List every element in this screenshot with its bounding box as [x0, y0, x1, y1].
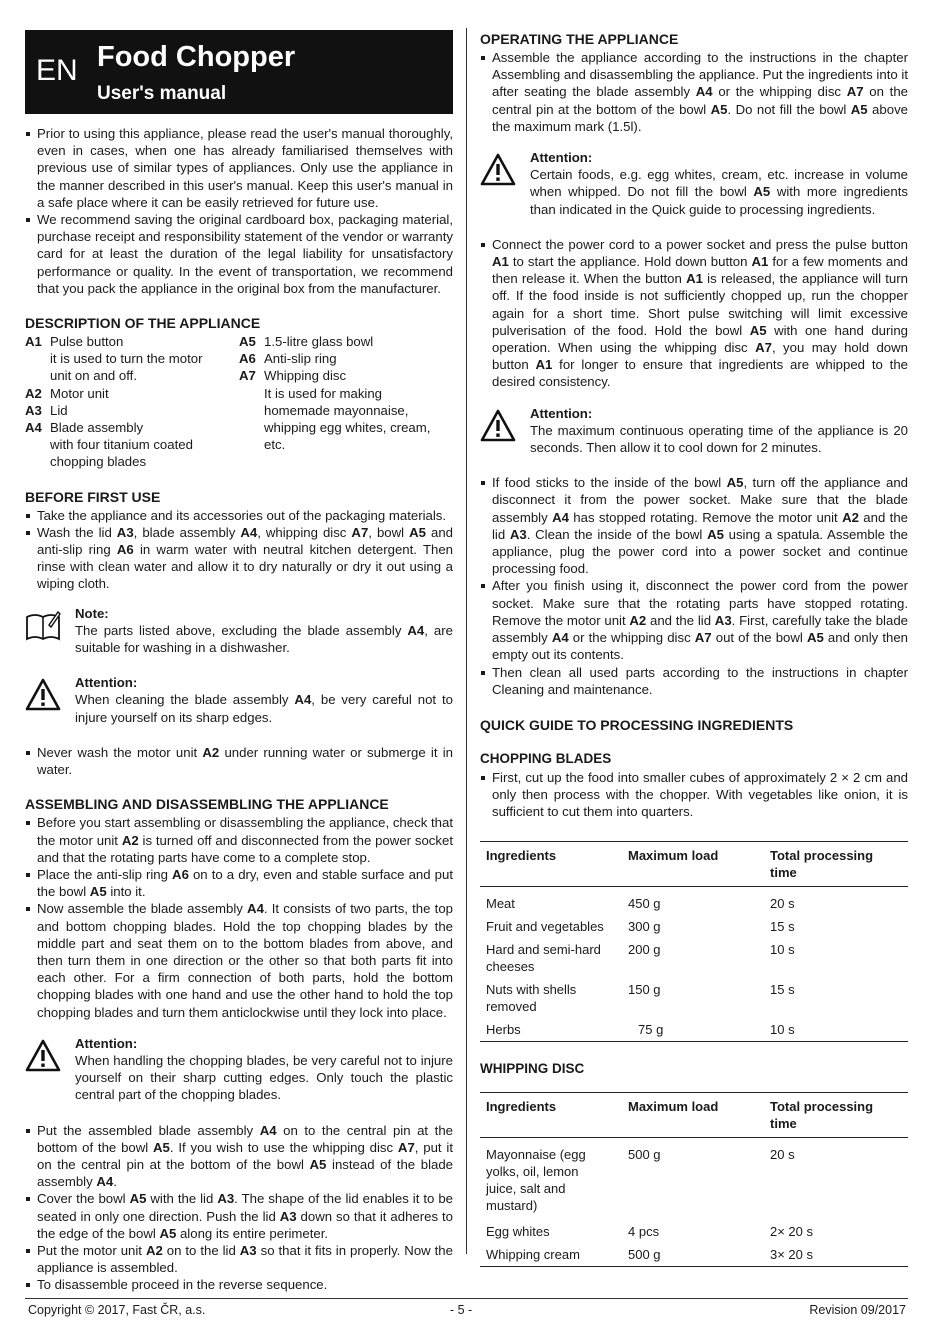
- table-row: Hard and semi-hard cheeses 200 g 10 s: [486, 941, 795, 974]
- attention-box: [480, 405, 908, 457]
- part-a7-desc: It is used for making homemade mayonnaise, whipping egg whites, cream, etc.: [264, 385, 431, 453]
- attention-title: Attention:: [75, 675, 138, 691]
- description-heading: DESCRIPTION OF THE APPLIANCE: [25, 315, 261, 332]
- parts-col-left: [25, 333, 239, 471]
- list-item: Cover the bowl A5 with the lid A3. The shape of the lid enables it to be seated in only one direction. Push the lid A3 down so that it adheres to the edge of the bowl A5 along its entire perimeter.: [25, 1190, 453, 1242]
- list-item: Then clean all used parts according to the instructions in chapter Cleaning and maintenance.: [480, 664, 908, 698]
- intro-item: We recommend saving the original cardboard box, packaging material, purchase receipt and responsibility statement of the vendor or warranty card for at least the duration of the legal liability for unsatisfactory performance or quality. In the event of transportation, we recommend that you pack the appliance in the original box from the manufacturer.: [25, 211, 453, 297]
- col-max-load: Maximum load: [622, 1092, 764, 1137]
- warning-icon: [480, 409, 516, 443]
- part-a4: A4 Blade assembly: [25, 420, 144, 436]
- list-item: Never wash the motor unit A2 under running water or submerge it in water.: [25, 744, 453, 778]
- operating-heading: OPERATING THE APPLIANCE: [480, 31, 679, 47]
- footer-divider: [25, 1298, 908, 1299]
- part-a4-desc: with four titanium coated chopping blades: [50, 437, 193, 470]
- attention-box: [25, 674, 453, 726]
- col-total-time: Total processing time: [764, 841, 908, 886]
- list-item: After you finish using it, disconnect the power cord from the power socket. Make sure that the rotating parts have stopped rotating. Remove the motor unit A2 and the lid A3. First, carefully take the blade assembly A4 or the whipping disc A7 out of the bowl A5 and only then empty out its contents.: [480, 577, 908, 663]
- table-row: Egg whites 4 pcs 2× 20 s: [486, 1223, 814, 1239]
- assembling-heading: ASSEMBLING AND DISASSEMBLING THE APPLIANCE: [25, 796, 389, 813]
- part-a7: A7 Whipping disc: [239, 368, 347, 384]
- quick-guide-heading: QUICK GUIDE TO PROCESSING INGREDIENTS: [480, 716, 794, 733]
- operating-list-2: [480, 236, 908, 391]
- parts-col-right: [239, 333, 453, 471]
- attention-text: The maximum continuous operating time of the appliance is 20 seconds. Then allow it to cool down for 2 minutes.: [530, 422, 908, 456]
- assembling-list: [25, 814, 453, 1020]
- manual-note-icon: [25, 609, 61, 643]
- table-header-row: [480, 841, 908, 886]
- warning-icon: [480, 153, 516, 187]
- attention-title: Attention:: [530, 405, 593, 421]
- part-a6: A6 Anti-slip ring: [239, 351, 337, 367]
- intro-item: Prior to using this appliance, please read the user's manual thoroughly, even in cases, when one has already familiarised themselves with previous use of similar types of appliances. Only use the appliance in the manner described in this user's manual. Keep this user's manual in a safe place where it can be easily retrieved for future use.: [25, 125, 453, 211]
- list-item: If food sticks to the inside of the bowl A5, turn off the appliance and disconnect it from the power socket. Make sure that the blade assembly A4 has stopped rotating. Remove the motor unit A2 and the lid A3. Clean the inside of the bowl A5 using a spatula. Assemble the appliance, plug the power cord into a power socket and continue processing food.: [480, 474, 908, 577]
- part-a2: A2 Motor unit: [25, 385, 109, 401]
- attention-box: [480, 149, 908, 218]
- attention-box: [25, 1035, 453, 1104]
- part-a1: A1 Pulse button: [25, 334, 124, 350]
- list-item: Put the motor unit A2 on to the lid A3 so that it fits in properly. Now the appliance is assembled.: [25, 1242, 453, 1276]
- part-a1-desc: it is used to turn the motor unit on and off.: [50, 351, 203, 384]
- col-total-time: Total processing time: [764, 1092, 908, 1137]
- list-item: Before you start assembling or disassembling the appliance, check that the motor unit A2 is turned off and disconnected from the power socket and that the rotating parts have come to a complete stop.: [25, 814, 453, 866]
- note-box: [25, 605, 453, 657]
- list-item: To disassemble proceed in the reverse sequence.: [25, 1276, 453, 1293]
- table-row: Herbs 75 g 10 s: [480, 1018, 908, 1042]
- page-title: Food Chopper: [97, 41, 296, 73]
- whipping-table: [480, 1092, 908, 1267]
- part-a5: A5 1.5-litre glass bowl: [239, 334, 374, 350]
- warning-icon: [25, 1039, 61, 1073]
- list-item: Place the anti-slip ring A6 on to a dry, even and stable surface and put the bowl A5 into it.: [25, 866, 453, 900]
- operating-list-3: [480, 474, 908, 698]
- note-title: Note:: [75, 605, 109, 621]
- right-column: [480, 30, 908, 1267]
- operating-list: [480, 49, 908, 135]
- footer-page-number: - 5 -: [450, 1303, 473, 1317]
- part-a3: A3 Lid: [25, 402, 68, 418]
- attention-text: When cleaning the blade assembly A4, be very careful not to injure yourself on its sharp edges.: [75, 692, 453, 725]
- warning-icon: [25, 678, 61, 712]
- list-item: Now assemble the blade assembly A4. It consists of two parts, the top and bottom chopping blades. Hold the top chopping blades by the middle part and seat them on to the bottom blades from above, and then turn them in one direction or the other so that both parts fit into each other. For a firm connection of both parts, hold the bottom chopping blades with one hand and use the other hand to hold the top chopping blades and turn them anticlockwise until they lock into place.: [25, 900, 453, 1020]
- col-max-load: Maximum load: [622, 841, 764, 886]
- parts-list: [25, 333, 453, 471]
- attention-title: Attention:: [75, 1035, 138, 1051]
- intro-list: [25, 125, 453, 297]
- col-ingredients: Ingredients: [480, 841, 622, 886]
- language-code: EN: [36, 54, 78, 87]
- list-item: Wash the lid A3, blade assembly A4, whipping disc A7, bowl A5 and anti-slip ring A6 in warm water with neutral kitchen detergent. Then rinse with clean water and allow it to dry naturally or dry it out using a wiping cloth.: [25, 524, 453, 593]
- list-item: Put the assembled blade assembly A4 on to the central pin at the bottom of the bowl A5. If you wish to use the whipping disc A7, put it on the central pin at the bottom of the bowl A5 instead of the blade assembly A4.: [25, 1122, 453, 1191]
- attention-title: Attention:: [530, 150, 593, 166]
- table-row: Meat 450 g 20 s: [486, 895, 795, 911]
- before-first-use-heading: BEFORE FIRST USE: [25, 488, 161, 505]
- footer-revision: Revision 09/2017: [809, 1303, 906, 1317]
- list-item: Connect the power cord to a power socket and press the pulse button A1 to start the appliance. Hold down button A1 for a few moments and then release it. When the button A1 is released, the appliance will turn off. If the food inside is not sufficiently chopped up, run the chopper again for a short time. Short pulse switching will limit excessive pulverisation of the food. Hold the bowl A5 with one hand during operation. When using the whipping disc A7, you may hold down button A1 for longer to ensure that ingredients are whipped to the desired consistency.: [480, 236, 908, 391]
- title-banner: [25, 30, 453, 114]
- chopping-blades-heading: CHOPPING BLADES: [480, 750, 612, 766]
- chopping-table: [480, 841, 908, 1042]
- chopping-list: [480, 769, 908, 821]
- footer-copyright: Copyright © 2017, Fast ČR, a.s.: [28, 1303, 206, 1317]
- attention-text: Certain foods, e.g. egg whites, cream, etc. increase in volume when whipped. Do not fill the bowl A5 with more ingredients than indicated in the Quick guide to processing ingredients.: [530, 167, 908, 217]
- left-column: [25, 30, 453, 1294]
- note-text: The parts listed above, excluding the blade assembly A4, are suitable for washing in a dishwasher.: [75, 622, 453, 656]
- page-subtitle: User's manual: [97, 83, 227, 104]
- list-item: Take the appliance and its accessories out of the packaging materials.: [25, 507, 453, 524]
- motor-warning-list: [25, 744, 453, 778]
- table-header-row: [480, 1092, 908, 1137]
- list-item: Assemble the appliance according to the instructions in the chapter Assembling and disassembling the appliance. Put the ingredients into it after seating the blade assembly A4 or the whipping disc A7 on the central pin at the bottom of the bowl A5. Do not fill the bowl A5 above the maximum mark (1.5l).: [480, 49, 908, 135]
- attention-text: When handling the chopping blades, be very careful not to injure yourself on their sharp cutting edges. Only touch the plastic central part of the chopping blades.: [75, 1052, 453, 1103]
- table-row: Nuts with shells removed 150 g 15 s: [486, 981, 795, 1014]
- table-row: Fruit and vegetables 300 g 15 s: [486, 918, 795, 934]
- column-divider: [466, 28, 467, 1254]
- before-first-use-list: [25, 507, 453, 593]
- table-row: Mayonnaise (egg yolks, oil, lemon juice, salt and mustard) 500 g 20 s: [486, 1146, 795, 1213]
- whipping-disc-heading: WHIPPING DISC: [480, 1060, 585, 1076]
- assembling-list-2: [25, 1122, 453, 1294]
- table-row: Whipping cream 500 g 3× 20 s: [480, 1243, 908, 1267]
- col-ingredients: Ingredients: [480, 1092, 622, 1137]
- list-item: First, cut up the food into smaller cubes of approximately 2 × 2 cm and only then process with the chopper. With vegetables like onion, it is sufficient to cut them into quarters.: [480, 769, 908, 821]
